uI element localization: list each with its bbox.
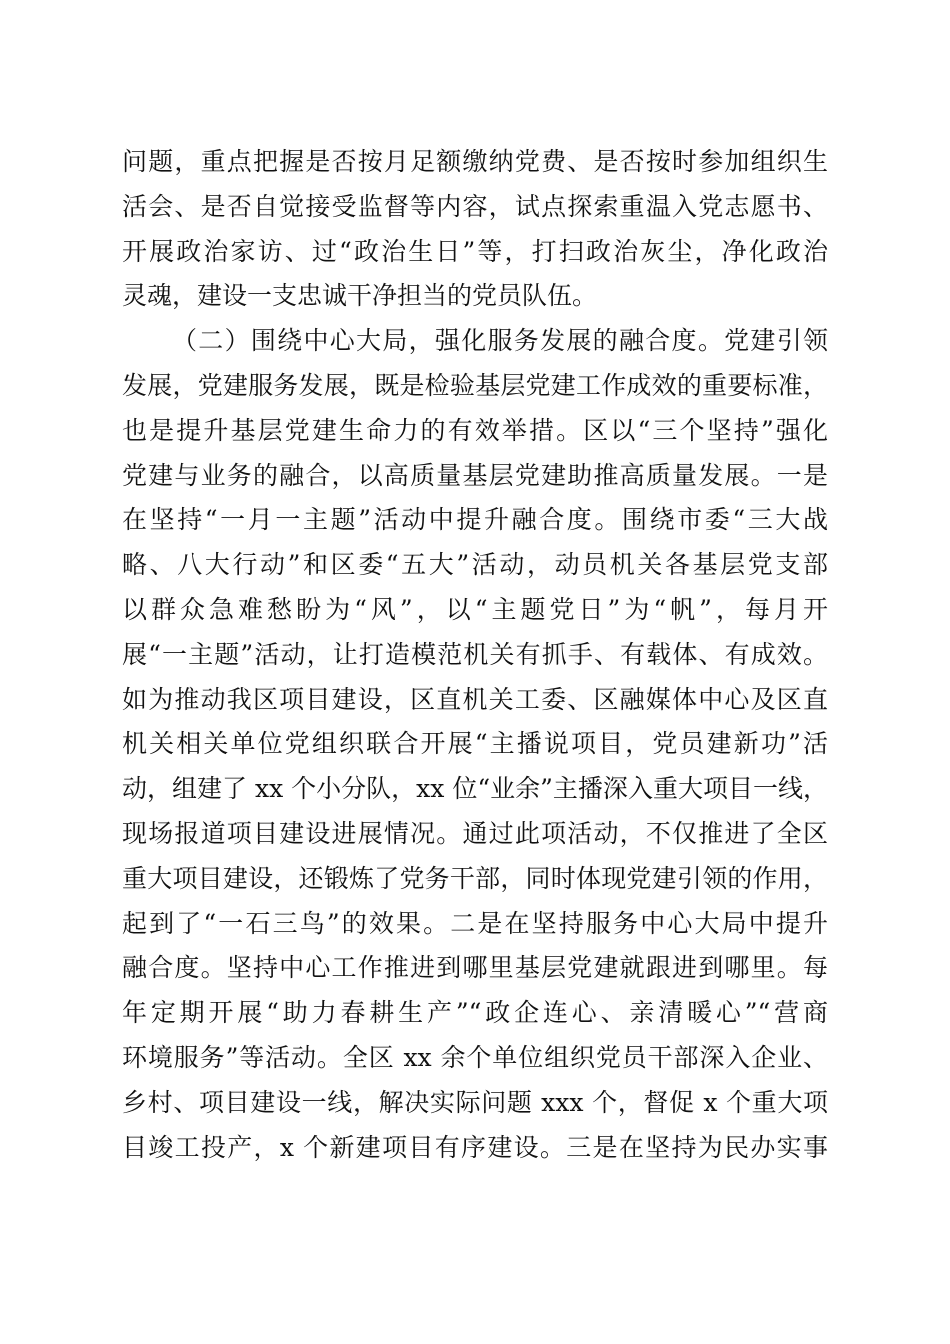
text-line: 略、八大行动”和区委“五大”活动，动员机关各基层党支部 <box>122 550 828 580</box>
text-line: 年定期开展“助力春耕生产”“政企连心、亲清暖心”“营商 <box>122 998 828 1028</box>
text-line: 也是提升基层党建生命力的有效举措。区以“三个坚持”强化 <box>122 415 828 445</box>
text-line: 问题，重点把握是否按月足额缴纳党费、是否按时参加组织生 <box>122 147 828 176</box>
text-line: 开展政治家访、过“政治生日”等，打扫政治灰尘，净化政治 <box>122 236 828 266</box>
section-heading-line: （二）围绕中心大局，强化服务发展的融合度。党建引领 <box>172 326 828 356</box>
text-line: 党建与业务的融合，以高质量基层党建助推高质量发展。一是 <box>122 460 828 490</box>
body-text <box>122 140 828 1170</box>
text-line: 起到了“一石三鸟”的效果。二是在坚持服务中心大局中提升 <box>122 908 828 938</box>
text-line: 乡村、项目建设一线，解决实际问题 xxx 个，督促 x 个重大项 <box>122 1087 828 1117</box>
text-line: 目竣工投产，x 个新建项目有序建设。三是在坚持为民办实事 <box>122 1132 828 1162</box>
text-line: 动，组建了 xx 个小分队，xx 位“业余”主播深入重大项目一线， <box>122 774 828 804</box>
text-line: 活会、是否自觉接受监督等内容，试点探索重温入党志愿书、 <box>122 191 828 221</box>
text-line: 展“一主题”活动，让打造模范机关有抓手、有载体、有成效。 <box>122 639 828 669</box>
text-line: 重大项目建设，还锻炼了党务干部，同时体现党建引领的作用， <box>122 863 828 893</box>
text-line: 机关相关单位党组织联合开展“主播说项目，党员建新功”活 <box>122 729 828 759</box>
text-line: 以群众急难愁盼为“风”，以“主题党日”为“帆”，每月开 <box>122 594 828 624</box>
text-line: 现场报道项目建设进展情况。通过此项活动，不仅推进了全区 <box>122 818 828 848</box>
text-line: 在坚持“一月一主题”活动中提升融合度。围绕市委“三大战 <box>122 505 828 535</box>
text-line: 融合度。坚持中心工作推进到哪里基层党建就跟进到哪里。每 <box>122 953 828 983</box>
text-line: 灵魂，建设一支忠诚干净担当的党员队伍。 <box>122 281 598 311</box>
text-line: 发展，党建服务发展，既是检验基层党建工作成效的重要标准， <box>122 370 828 400</box>
text-line: 环境服务”等活动。全区 xx 余个单位组织党员干部深入企业、 <box>122 1042 828 1072</box>
text-line: 如为推动我区项目建设，区直机关工委、区融媒体中心及区直 <box>122 684 828 714</box>
